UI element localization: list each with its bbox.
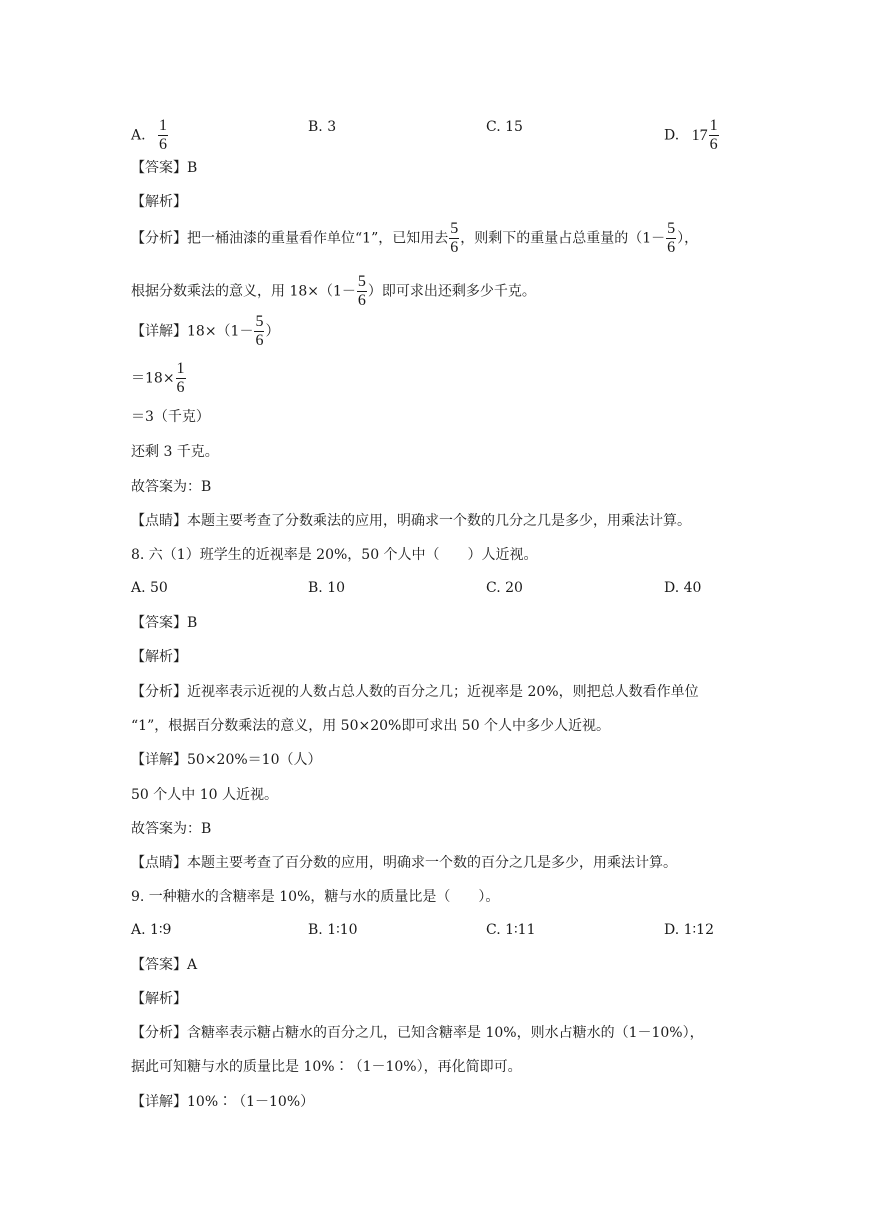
fraction-numerator: 1 [176,360,185,377]
q8-question: 8. 六（1）班学生的近视率是 20%，50 个人中（ ）人近视。 [131,547,538,563]
q8-option-c: C. 20 [486,580,523,596]
q9-option-b: B. 1∶10 [308,922,358,938]
q8-comment: 【点睛】本题主要考查了百分数的应用，明确求一个数的百分之几是多少，用乘法计算。 [131,855,677,871]
text-segment: ）即可求出还剩多少千克。 [367,283,536,300]
fraction [254,313,264,350]
q7-jiexi: 【解析】 [131,194,187,210]
text-segment: 【详解】18×（1－ [131,323,254,340]
option-a-fraction [158,117,168,154]
text-segment: ） [265,323,280,340]
fraction-numerator: 5 [450,220,459,237]
fraction [176,360,186,397]
fraction-numerator: 5 [255,313,264,330]
q9-question: 9. 一种糖水的含糖率是 10%，糖与水的质量比是（ ）。 [131,889,500,905]
text-segment: ＝18× [131,370,175,387]
q8-answer: 【答案】B [131,615,198,631]
q8-option-d: D. 40 [664,580,702,596]
option-d-label: D. [664,127,680,144]
text-segment: 【分析】把一桶油漆的重量看作单位“1”，已知用去 [131,230,449,247]
fraction [666,220,676,257]
text-segment: ）， [677,230,699,247]
q8-analysis-line1: 【分析】近视率表示近视的人数占总人数的百分之几；近视率是 20%，则把总人数看作单位 [131,684,699,700]
q7-detail-line1 [131,313,279,350]
q9-analysis-line1: 【分析】含糖率表示糖占糖水的百分之几，已知含糖率是 10%，则水占糖水的（1－10%）， [131,1025,704,1041]
text-segment: ，则剩下的重量占总重量的（1－ [460,230,666,247]
fraction-denominator: 6 [709,136,718,153]
fraction-numerator: 1 [159,117,168,134]
fraction [357,273,367,310]
q9-option-d: D. 1∶12 [664,922,714,938]
q9-answer: 【答案】A [131,957,198,973]
q9-analysis-line2: 据此可知糖与水的质量比是 10%∶（1－10%），再化简即可。 [131,1059,522,1075]
q9-detail: 【详解】10%∶（1－10%） [131,1094,315,1110]
q7-final-answer: 故答案为：B [131,479,212,495]
option-b: B. 3 [308,119,337,135]
fraction-denominator: 6 [159,136,168,153]
q7-remain: 还剩 3 千克。 [131,444,219,460]
q9-option-c: C. 1∶11 [486,922,536,938]
option-a-label: A. [131,127,146,144]
q8-jiexi: 【解析】 [131,649,187,665]
option-d-fraction [709,117,719,154]
fraction-denominator: 6 [357,292,366,309]
fraction-numerator: 5 [357,273,366,290]
q7-answer: 【答案】B [131,160,198,176]
option-a [131,117,169,154]
fraction-denominator: 6 [176,379,185,396]
option-c: C. 15 [486,119,523,135]
q9-jiexi: 【解析】 [131,991,187,1007]
q7-analysis-line2 [131,273,536,310]
fraction-denominator: 6 [667,239,676,256]
text-segment: 根据分数乘法的意义，用 18×（1－ [131,283,356,300]
q8-option-b: B. 10 [308,580,346,596]
mixed-number-whole: 17 [691,126,708,144]
q8-final-answer: 故答案为：B [131,821,212,837]
option-d [664,117,720,154]
fraction [449,220,459,257]
q7-analysis-line1 [131,220,698,257]
fraction-numerator: 5 [667,220,676,237]
q7-detail-line3: ＝3（千克） [131,409,210,425]
q8-conclusion: 50 个人中 10 人近视。 [131,787,278,803]
q7-detail-line2 [131,360,187,397]
q8-detail: 【详解】50×20%＝10（人） [131,752,322,768]
q8-analysis-line2: “1”，根据百分数乘法的意义，用 50×20%即可求出 50 个人中多少人近视。 [131,718,611,734]
q9-option-a: A. 1∶9 [131,922,172,938]
fraction-denominator: 6 [450,239,459,256]
q8-option-a: A. 50 [131,580,168,596]
q7-comment: 【点睛】本题主要考查了分数乘法的应用，明确求一个数的几分之几是多少，用乘法计算。 [131,513,691,529]
fraction-denominator: 6 [255,332,264,349]
fraction-numerator: 1 [709,117,718,134]
